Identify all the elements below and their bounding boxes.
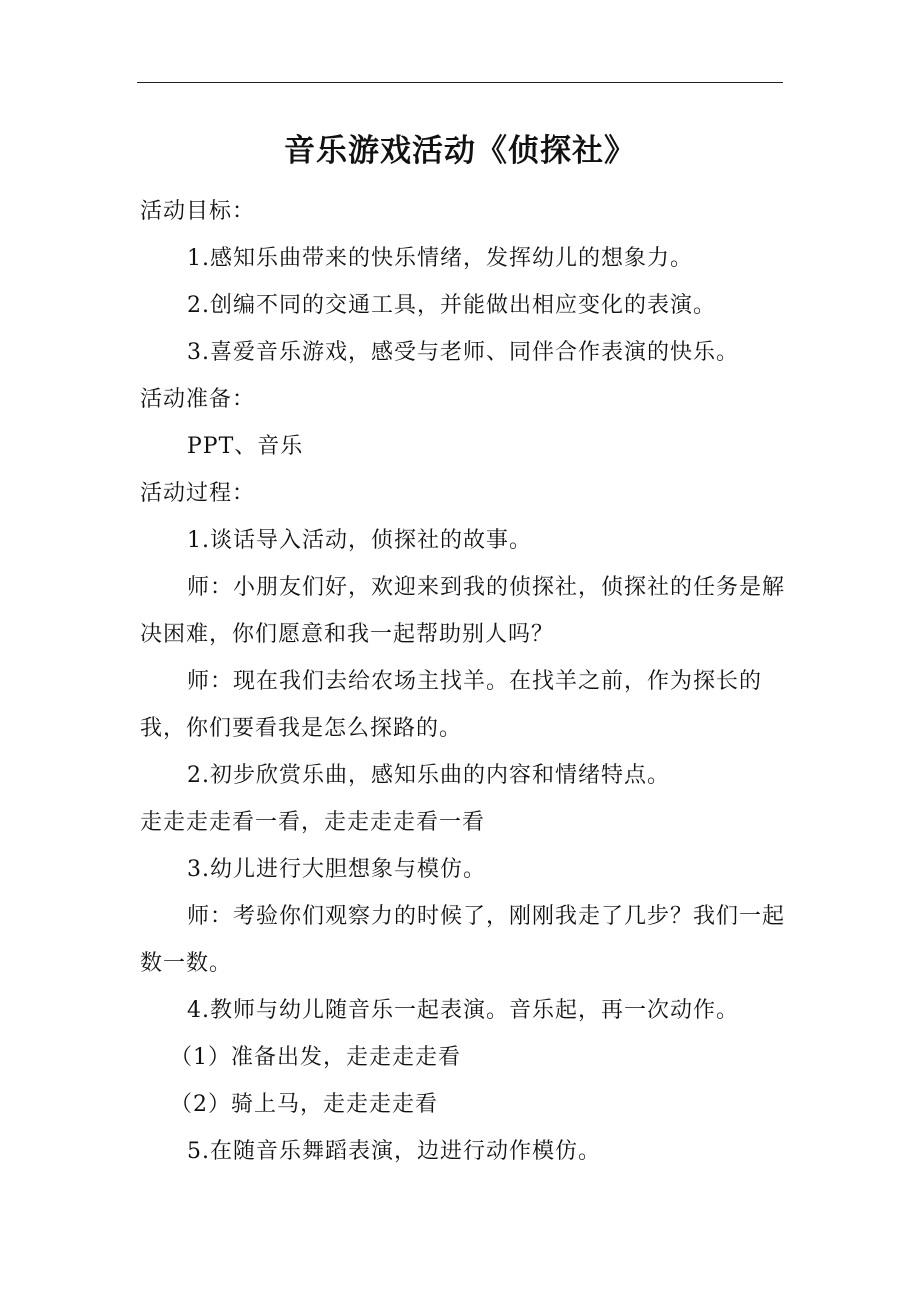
paragraph: 活动准备： [140,387,256,412]
document-title: 音乐游戏活动《侦探社》 [284,133,636,169]
document-body [140,188,785,1175]
paragraph: 2.初步欣赏乐曲，感知乐曲的内容和情绪特点。 [187,763,670,788]
paragraph: 活动过程： [140,481,256,506]
paragraph: 1.谈话导入活动，侦探社的故事。 [187,528,532,553]
paragraph: （1）准备出发，走走走走看 [170,1045,461,1070]
paragraph: （2）骑上马，走走走走看 [170,1092,438,1117]
header-rule [137,82,783,83]
paragraph: 1.感知乐曲带来的快乐情绪，发挥幼儿的想象力。 [187,246,693,271]
paragraph: 活动目标： [140,199,256,224]
paragraph: 3.幼儿进行大胆想象与模仿。 [187,857,486,882]
paragraph: 2.创编不同的交通工具，并能做出相应变化的表演。 [187,293,716,318]
paragraph: 4.教师与幼儿随音乐一起表演。音乐起，再一次动作。 [187,998,739,1023]
paragraph: 师：现在我们去给农场主找羊。在找羊之前，作为探长的我，你们要看我是怎么探路的。 [140,669,763,741]
paragraph: 师：小朋友们好，欢迎来到我的侦探社，侦探社的任务是解决困难，你们愿意和我一起帮助别人吗？ [140,575,786,647]
paragraph: 走走走走看一看，走走走走看一看 [140,810,486,835]
paragraph: 师：考验你们观察力的时候了，刚刚我走了几步？我们一起数一数。 [140,904,786,976]
paragraph: 5.在随音乐舞蹈表演，边进行动作模仿。 [187,1139,601,1164]
paragraph: 3.喜爱音乐游戏，感受与老师、同伴合作表演的快乐。 [187,340,739,365]
paragraph: PPT、音乐 [187,434,304,459]
